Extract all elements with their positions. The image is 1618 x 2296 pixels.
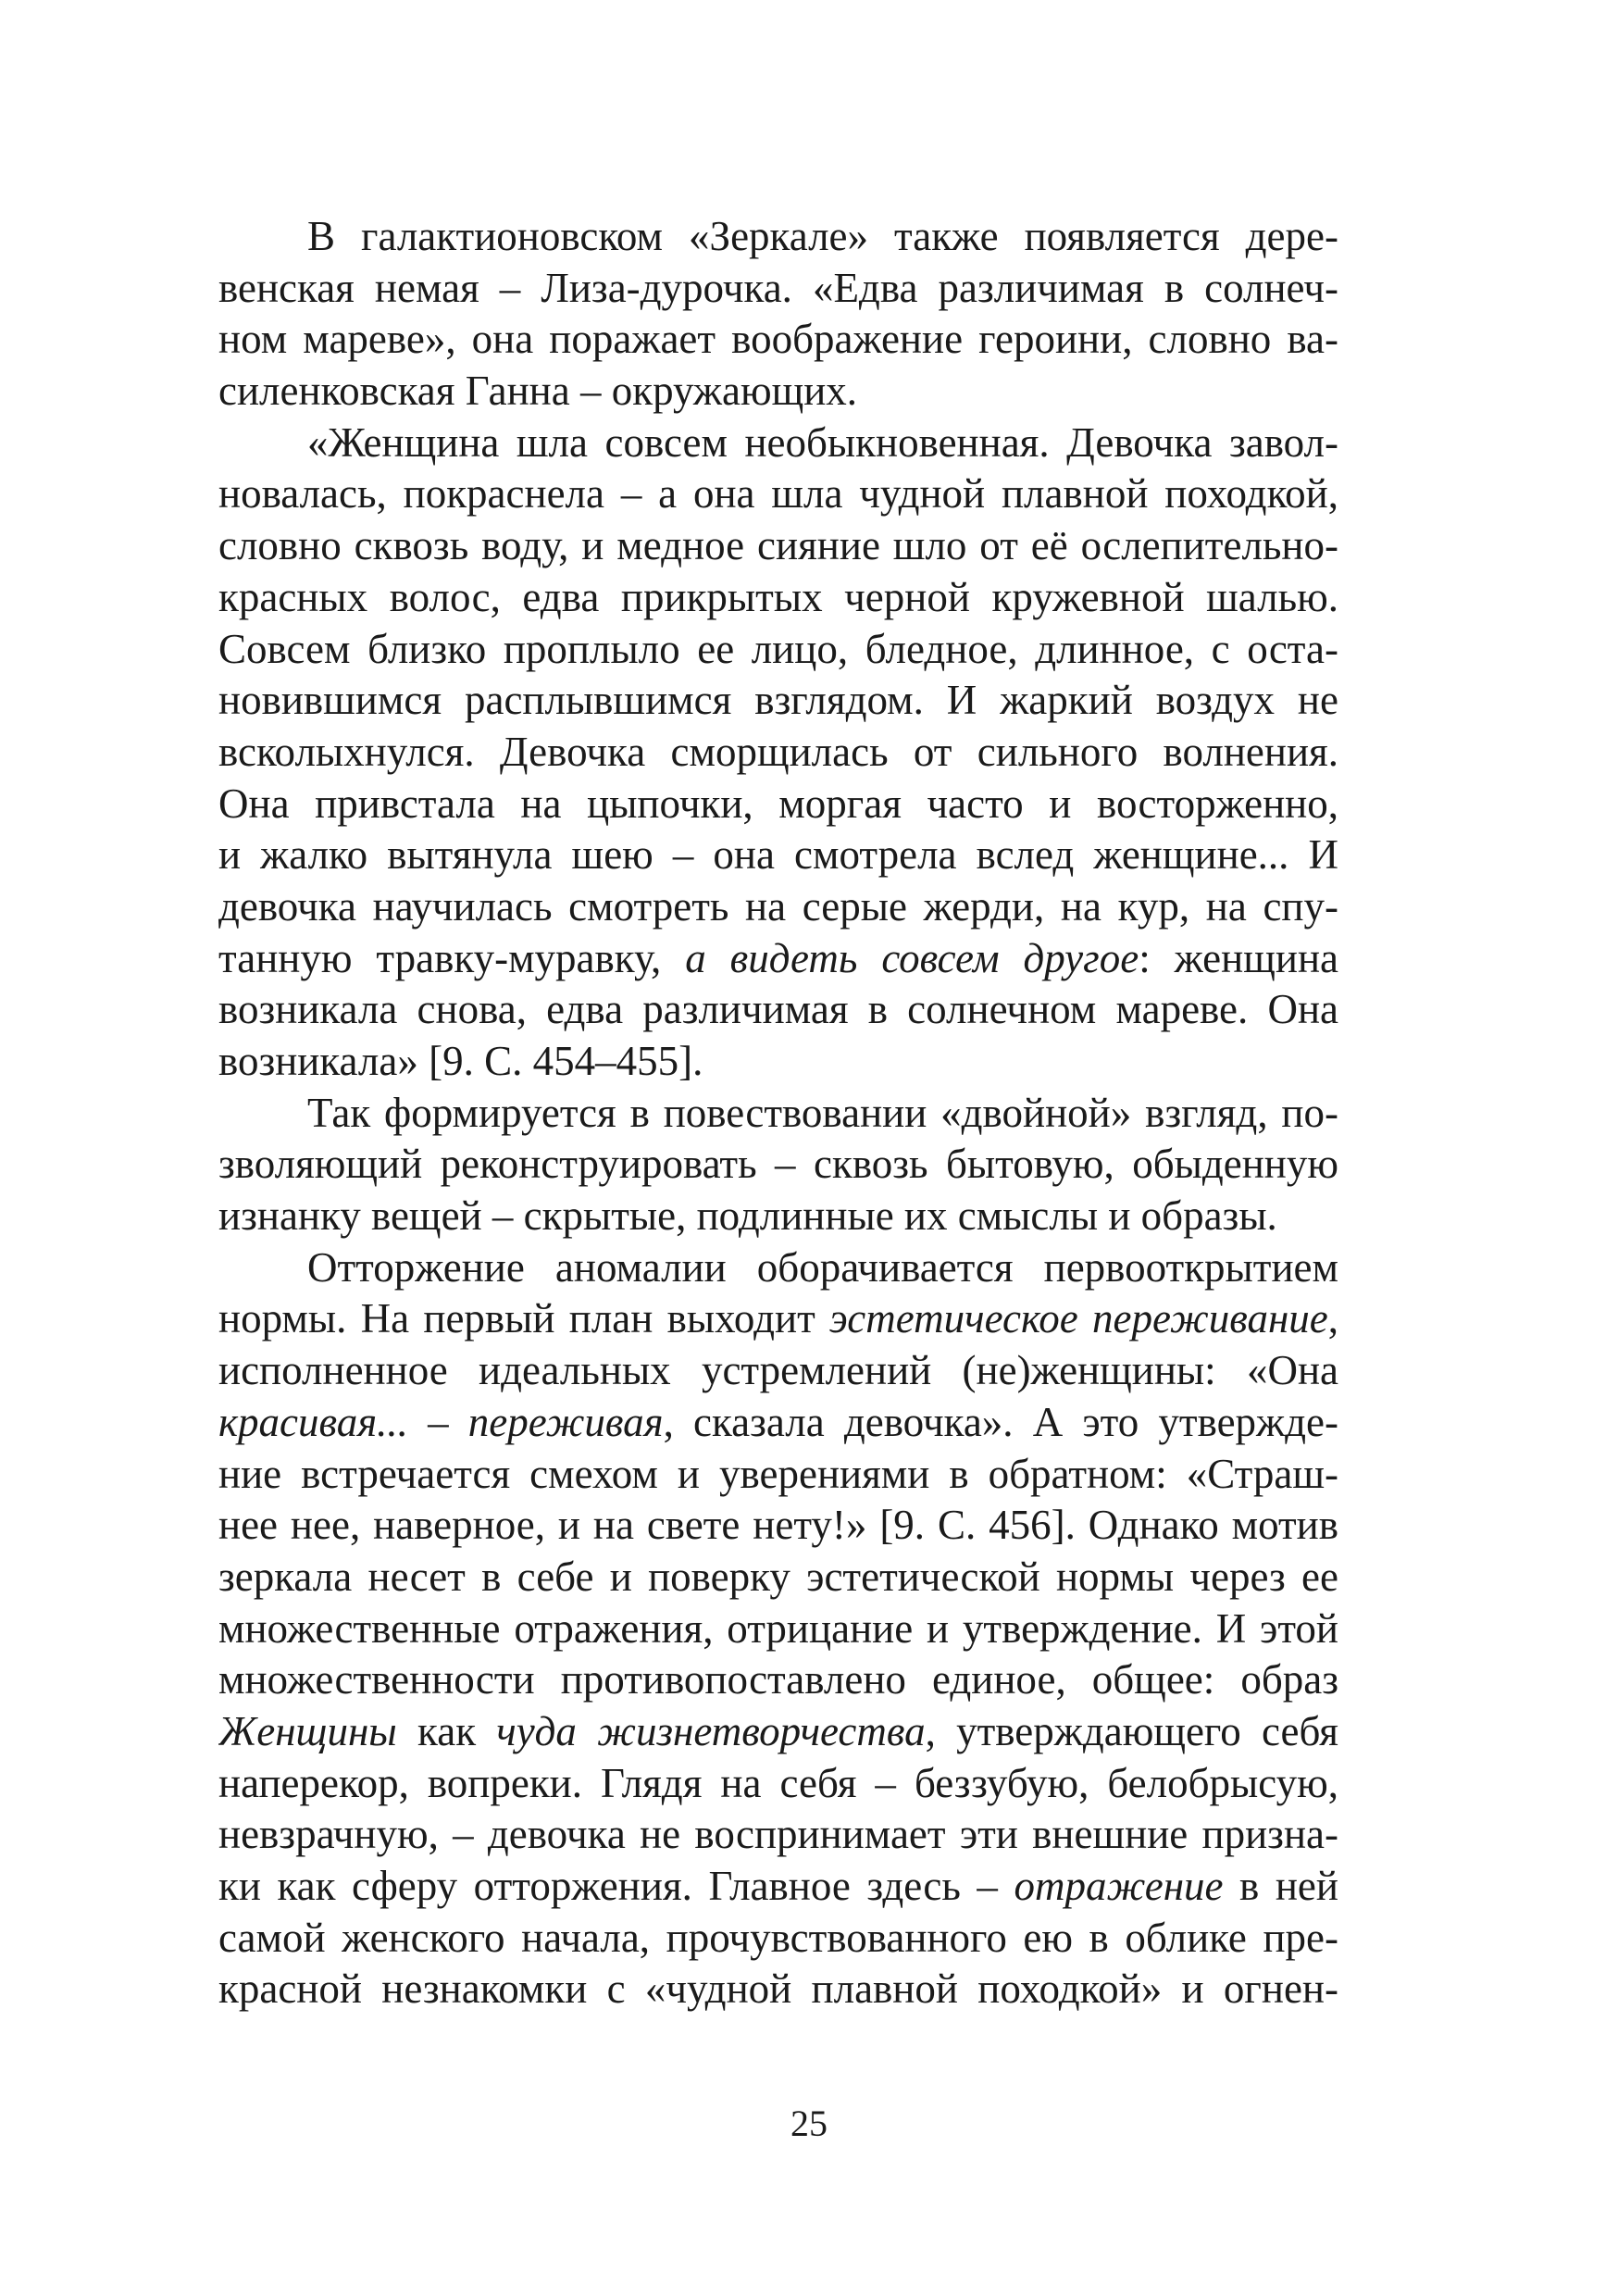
- text-segment: зволяющий реконструировать – сквозь бытовую, обыденную: [218, 1141, 1338, 1188]
- page-number: 25: [790, 2103, 828, 2144]
- text-segment: красной незнакомки с «чудной плавной походкой» и огнен-: [218, 1965, 1338, 2013]
- text-line: [218, 263, 1338, 315]
- text-segment: «Женщина шла совсем необыкновенная. Девочка завол-: [307, 418, 1338, 466]
- text-segment: ном мареве», она поражает воображение героини, словно ва-: [218, 316, 1338, 363]
- text-segment: Совсем близко проплыло ее лицо, бледное, длинное, с оста-: [218, 625, 1338, 672]
- text-line: [218, 468, 1338, 520]
- text-line: [218, 520, 1338, 572]
- text-segment: красных волос, едва прикрытых черной кружевной шалью.: [218, 573, 1338, 620]
- text-segment: нормы. На первый план выходит: [218, 1295, 830, 1342]
- italic-text: Женщины: [218, 1707, 397, 1754]
- text-line: [218, 1139, 1338, 1191]
- text-segment: , сказала девочка». А это утвержде-: [663, 1398, 1338, 1445]
- text-segment: Так формируется в повествовании «двойной» взгляд, по-: [307, 1089, 1338, 1136]
- text-line: [218, 1036, 1338, 1088]
- text-line: [218, 1500, 1338, 1552]
- text-segment: ки как сферу отторжения. Главное здесь –: [218, 1863, 1014, 1909]
- text-line: [218, 314, 1338, 366]
- text-line: [218, 1603, 1338, 1655]
- italic-text: отражение: [1014, 1863, 1224, 1909]
- text-line: [218, 1345, 1338, 1397]
- text-segment: новившимся расплывшимся взглядом. И жаркий воздух не: [218, 677, 1338, 724]
- text-line: [218, 1293, 1338, 1345]
- text-segment: словно сквозь воду, и медное сияние шло от её ослепительно-: [218, 522, 1338, 569]
- text-segment: возникала снова, едва различимая в солнечном мареве. Она: [218, 986, 1338, 1033]
- text-segment: возникала» [9. С. 454–455].: [218, 1038, 703, 1084]
- text-segment: танную травку-муравку,: [218, 934, 686, 981]
- text-segment: В галактионовском «Зеркале» также появляется дере-: [307, 213, 1338, 259]
- text-line: [218, 727, 1338, 779]
- text-line: [218, 1552, 1338, 1603]
- text-line: [218, 1191, 1338, 1242]
- text-segment: : женщина: [1139, 934, 1338, 981]
- text-line: [218, 1913, 1338, 1965]
- italic-text: красивая... – переживая: [218, 1398, 664, 1445]
- text-line: [218, 366, 1338, 418]
- text-line: [218, 1449, 1338, 1501]
- text-segment: девочка научилась смотреть на серые жерди, на кур, на спу-: [218, 882, 1338, 930]
- text-line: [218, 1758, 1338, 1810]
- text-segment: силенковская Ганна – окружающих.: [218, 368, 858, 415]
- text-line: [218, 1397, 1338, 1449]
- text-segment: всколыхнулся. Девочка сморщилась от сильного волнения.: [218, 728, 1338, 775]
- body-text: [218, 211, 1338, 2015]
- text-segment: невзрачную, – девочка не воспринимает эти внешние призна-: [218, 1811, 1338, 1858]
- text-line: [218, 1861, 1338, 1913]
- text-segment: в ней: [1223, 1863, 1338, 1909]
- text-line: [218, 418, 1338, 469]
- text-segment: венская немая – Лиза-дурочка. «Едва различимая в солнеч-: [218, 264, 1338, 311]
- text-segment: ние встречается смехом и уверениями в обратном: «Страш-: [218, 1450, 1338, 1497]
- text-line: [218, 211, 1338, 263]
- text-line: [218, 881, 1338, 933]
- text-segment: новалась, покраснела – а она шла чудной плавной походкой,: [218, 470, 1338, 518]
- text-line: [218, 675, 1338, 727]
- text-line: [218, 1242, 1338, 1294]
- text-segment: исполненное идеальных устремлений (не)женщины: «Она: [218, 1347, 1338, 1394]
- text-line: [218, 984, 1338, 1036]
- text-segment: нее нее, наверное, и на свете нету!» [9. С. 456]. Однако мотив: [218, 1502, 1338, 1549]
- text-segment: и жалко вытянула шею – она смотрела вслед женщине... И: [218, 831, 1338, 879]
- text-line: [218, 1809, 1338, 1861]
- text-segment: Отторжение аномалии оборачивается первооткрытием: [307, 1243, 1338, 1291]
- italic-text: чуда жизнетворчества: [496, 1707, 926, 1754]
- text-segment: множественности противопоставлено единое, общее: образ: [218, 1656, 1338, 1703]
- text-line: [218, 624, 1338, 676]
- text-line: [218, 1964, 1338, 2015]
- text-line: [218, 1088, 1338, 1140]
- text-segment: наперекор, вопреки. Глядя на себя – беззубую, белобрысую,: [218, 1759, 1338, 1806]
- italic-text: эстетическое переживание: [829, 1295, 1328, 1342]
- text-line: [218, 779, 1338, 830]
- text-segment: изнанку вещей – скрытые, подлинные их смыслы и образы.: [218, 1192, 1277, 1240]
- italic-text: а видеть совсем другое: [685, 934, 1139, 981]
- text-line: [218, 933, 1338, 985]
- text-segment: , утверждающего себя: [925, 1707, 1338, 1754]
- text-segment: ,: [1327, 1295, 1338, 1342]
- text-line: [218, 1654, 1338, 1706]
- text-line: [218, 1706, 1338, 1758]
- text-segment: зеркала несет в себе и поверку эстетической нормы через ее: [218, 1553, 1338, 1600]
- text-segment: как: [396, 1707, 497, 1754]
- text-segment: множественные отражения, отрицание и утверждение. И этой: [218, 1604, 1338, 1652]
- text-line: [218, 830, 1338, 881]
- text-segment: самой женского начала, прочувствованного ею в облике пре-: [218, 1914, 1338, 1961]
- text-line: [218, 572, 1338, 624]
- text-segment: Она привстала на цыпочки, моргая часто и восторженно,: [218, 780, 1338, 827]
